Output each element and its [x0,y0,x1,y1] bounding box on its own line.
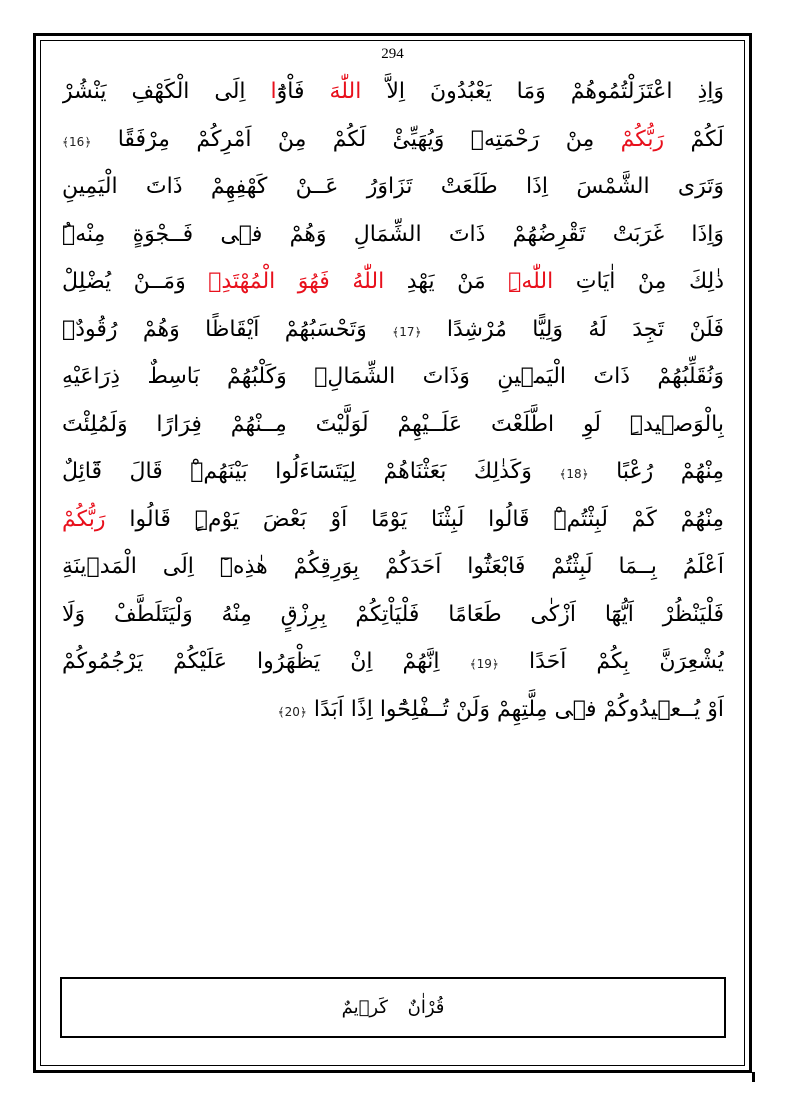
verse-text-segment: اَوْ يُــع۪يدُوكُمْ ف۪ى مِلَّتِهِمْ وَلَنْ تُــفْلِحُٓوا اِذًا اَبَدًا [306,696,724,722]
page-corner-mark [752,1072,755,1082]
verse-text-segment: فَلْيَنْظُرْ اَيُّهَٓا اَزْكٰى طَعَامًا فَلْيَاْتِكُمْ بِرِزْقٍ مِنْهُ وَلْيَتَلَطَّفْ وَلَا [62,601,724,627]
verse-text-segment: وَنُقَلِّبُهُمْ ذَاتَ الْيَم۪ينِ وَذَاتَ الشِّمَالِۗ وَكَلْبُهُمْ بَاسِطٌ ذِرَاعَيْهِ [62,364,724,389]
verse-line [62,353,724,401]
verse-line [62,591,724,639]
verse-text-segment: مِنْهُمْ كَمْ لَبِثْتُمْۜ قَالُوا لَبِثْنَا يَوْمًا اَوْ بَعْضَ يَوْمٍۜ قَالُوا [105,506,724,532]
verse-line [62,543,724,591]
verse-text-segment: اِنَّهُمْ اِنْ يَظْهَرُوا عَلَيْكُمْ يَرْجُمُوكُمْ [62,649,470,674]
verse-text-segment: وَاِذِ اعْتَزَلْتُمُوهُمْ وَمَا يَعْبُدُونَ اِلاَّ [361,79,724,104]
verse-text-segment: مِنْ رَحْمَتِه۪ وَيُهَيِّئْ لَكُمْ مِنْ اَمْرِكُمْ مِرْفَقًا [91,126,621,152]
verse-line [62,401,724,449]
divine-name-highlight: رَبُّكُمْ [62,506,106,532]
divine-name-highlight: اللّٰهُ [352,269,385,294]
divine-name-highlight: اللّٰهِ [508,269,554,294]
verse-text-segment: اِلَى الْكَهْفِ يَنْشُرْ [62,79,271,104]
verse-text-block [62,68,724,733]
verse-number-marker: ﴿18﴾ [559,467,589,481]
verse-text-segment: يُشْعِرَنَّ بِكُمْ اَحَدًا [498,649,724,674]
verse-text-segment: بِالْوَص۪يدِۜ لَوِ اطَّلَعْتَ عَلَــيْهِمْ لَوَلَّيْتَ مِــنْهُمْ فِرَارًا وَلَمُلِئْتَ [62,411,724,437]
verse-text-segment: فَلَنْ تَجِدَ لَهُ وَلِيًّا مُرْشِدًا [421,316,724,342]
verse-text-segment: اَعْلَمُ بِــمَا لَبِثْتُمْ فَابْعَثُٓوا اَحَدَكُمْ بِوَرِقِكُمْ هٰذِه۪ٓ اِلَى الْمَد۪ينَةِ [62,554,724,579]
verse-line [62,496,724,544]
verse-text-segment: مِنْهُمْ رُعْبًا [588,459,724,484]
divine-name-highlight: اللّٰهَ [329,79,362,104]
divine-name-highlight: رَبُّكُمْ [620,126,665,152]
verse-text-segment: فَاْوُ [276,79,330,104]
divine-name-highlight: فَهُوَ الْمُهْتَدِۚ [208,269,330,294]
verse-text-segment: ۜ مَنْ يَهْدِ [384,269,509,294]
verse-line [62,116,724,164]
verse-line [62,638,724,686]
verse-number-marker: ﴿17﴾ [392,324,422,339]
footer-title: قُرْاٰنٌ كَر۪يمٌ [341,997,445,1018]
footer-box [60,977,726,1038]
verse-line [62,448,724,496]
verse-text-segment: ذٰلِكَ مِنْ اٰيَاتِ [553,269,724,294]
verse-number-marker: ﴿19﴾ [469,657,499,671]
verse-text-segment: وَتَحْسَبُهُمْ اَيْقَاظًا وَهُمْ رُقُودٌۗ [62,316,393,342]
verse-text-segment: وَاِذَا غَرَبَتْ تَقْرِضُهُمْ ذَاتَ الشِّمَالِ وَهُمْ ف۪ى فَــجْوَةٍ مِنْهُۜ [62,221,724,247]
verse-text-segment: لَكُمْ [664,126,724,152]
verse-text-segment [330,269,353,294]
verse-line [62,258,724,306]
verse-number-marker: ﴿20﴾ [277,704,307,719]
verse-line [62,211,724,259]
verse-line [62,686,724,734]
page-number: 294 [381,46,404,62]
divine-name-highlight: ٓا [270,79,277,104]
verse-text-segment: وَمَــنْ يُضْلِلْ [62,269,209,294]
verse-text-segment: وَتَرَى الشَّمْسَ اِذَا طَلَعَتْ تَزَاوَرُ عَــنْ كَهْفِهِمْ ذَاتَ الْيَمِينِ [62,174,724,199]
verse-line [62,163,724,211]
verse-number-marker: ﴿16﴾ [62,134,92,149]
verse-line [62,68,724,116]
verse-line [62,306,724,354]
verse-text-segment: وَكَذٰلِكَ بَعَثْنَاهُمْ لِيَتَسَٓاءَلُوا بَيْنَهُمْۜ قَالَ قَٓائِلٌ [62,459,560,484]
